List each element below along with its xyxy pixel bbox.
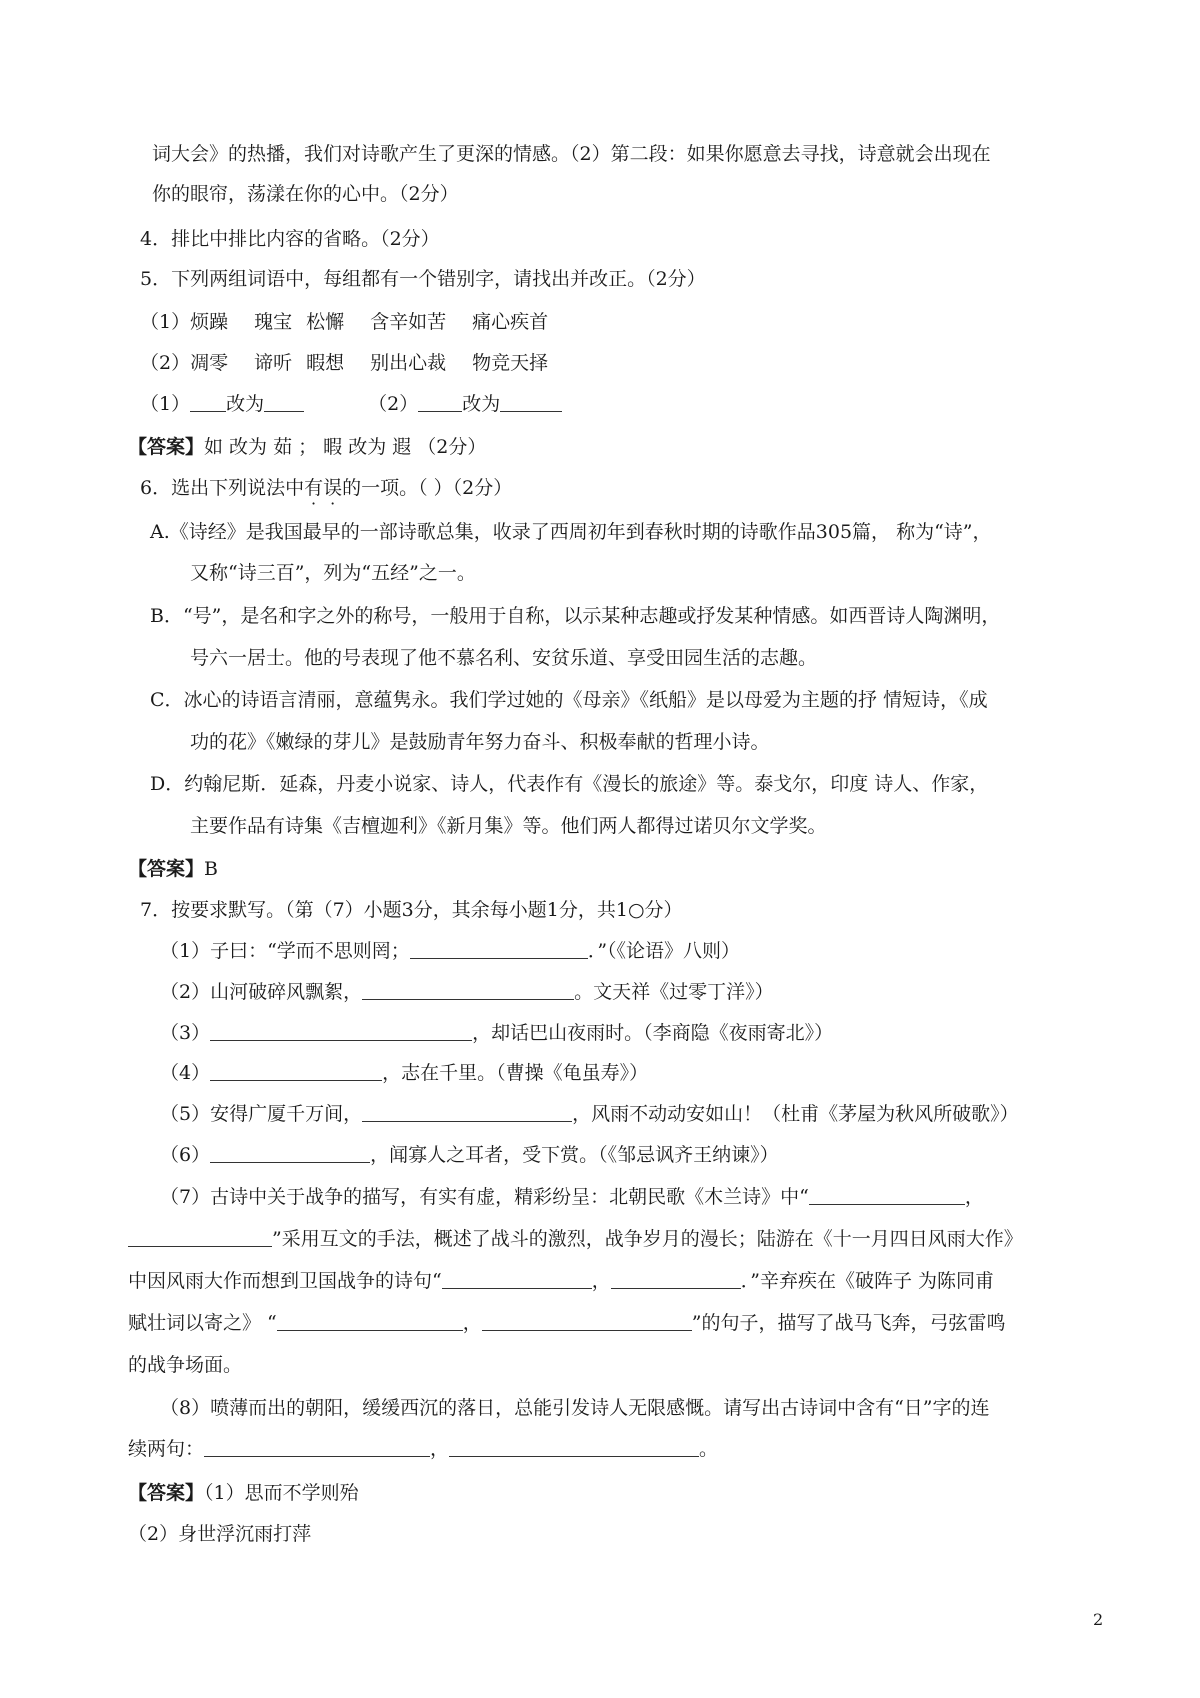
q7-i7-d: 中因风雨大作而想到卫国战争的诗句“ bbox=[128, 1270, 442, 1292]
q5-fill-line bbox=[140, 393, 562, 416]
q7-blank-6[interactable] bbox=[210, 1144, 370, 1163]
q5-fill2-change: 改为 bbox=[462, 393, 501, 415]
q5-group-1 bbox=[140, 311, 548, 334]
q7-i3-suffix: ，却话巴山夜雨时。（李商隐《夜雨寄北》） bbox=[472, 1022, 834, 1044]
q7-i7-g: 赋壮词以寄之》 “ bbox=[128, 1312, 277, 1334]
q7-answer bbox=[128, 1482, 359, 1505]
q5-blank-2a[interactable] bbox=[418, 393, 462, 412]
q7-i8-c: ， bbox=[430, 1438, 450, 1460]
q6-option-d-line-2: 主要作品有诗集《吉檀迦利》《新月集》等。他们两人都得过诺贝尔文学奖。 bbox=[190, 815, 827, 837]
q5-answer-label: 【答案】 bbox=[128, 436, 205, 458]
q7-blank-8b[interactable] bbox=[449, 1438, 699, 1457]
q5-stem: 5．下列两组词语中，每组都有一个错别字，请找出并改正。（2分） bbox=[140, 268, 706, 290]
q5-g1-word-4: 含辛如苦 bbox=[370, 311, 447, 333]
q7-i1-suffix: ．”（《论语》八则） bbox=[587, 940, 741, 962]
q6-option-a-line-2: 又称“诗三百”，列为“五经”之一。 bbox=[190, 562, 476, 584]
q5-answer bbox=[128, 436, 486, 459]
q3-continuation-line-1: 词大会》的热播，我们对诗歌产生了更深的情感。（2）第二段：如果你愿意去寻找，诗意就会出现在 bbox=[152, 143, 991, 165]
q6-answer-label: 【答案】 bbox=[128, 858, 205, 880]
q7-blank-7b[interactable] bbox=[128, 1228, 272, 1247]
q7-i7-i: ”的句子，描写了战马飞奔，弓弦雷鸣 bbox=[691, 1312, 1006, 1334]
q7-blank-7c[interactable] bbox=[442, 1270, 592, 1289]
q7-blank-7d[interactable] bbox=[611, 1270, 741, 1289]
q5-g2-word-5: 物竞天择 bbox=[472, 352, 549, 374]
q7-i7-h: ， bbox=[462, 1312, 482, 1334]
q6-answer bbox=[128, 858, 218, 881]
q7-i8-d: 。 bbox=[699, 1438, 719, 1460]
q6-option-b-line-2: 号六一居士。他的号表现了他不慕名利、安贫乐道、享受田园生活的志趣。 bbox=[190, 647, 818, 669]
q5-g1-word-1: （1）烦躁 bbox=[140, 311, 229, 333]
q7-item-2 bbox=[160, 981, 774, 1004]
q7-i7-c: ”采用互文的手法，概述了战斗的激烈，战争岁月的漫长；陆游在《十一月四日风雨大作》 bbox=[272, 1228, 1023, 1250]
q3-continuation-line-2: 你的眼帘，荡漾在你的心中。（2分） bbox=[152, 183, 459, 205]
q6-option-d-line-1: D．约翰尼斯．延森，丹麦小说家、诗人，代表作有《漫长的旅途》等。泰戈尔，印度 诗人、作家， bbox=[150, 773, 989, 795]
q7-i5-suffix: ，风雨不动动安如山！（杜甫《茅屋为秋风所破歌》） bbox=[572, 1103, 1019, 1125]
q7-blank-8a[interactable] bbox=[204, 1438, 430, 1457]
q7-i7-b: ， bbox=[964, 1186, 984, 1208]
q7-answer-1: （1）思而不学则殆 bbox=[204, 1482, 359, 1504]
q6-option-a-line-1: A.《诗经》是我国最早的一部诗歌总集，收录了西周初年到春秋时期的诗歌作品305篇， 称为“诗”， bbox=[150, 521, 992, 543]
q7-i2-suffix: 。文天祥《过零丁洋》） bbox=[574, 981, 774, 1003]
q7-i7-a: （7）古诗中关于战争的描写，有实有虚，精彩纷呈：北朝民歌《木兰诗》中“ bbox=[160, 1186, 809, 1208]
q7-blank-5[interactable] bbox=[362, 1103, 572, 1122]
q7-blank-1[interactable] bbox=[410, 940, 588, 959]
q6-option-c-line-1: C．冰心的诗语言清丽，意蕴隽永。我们学过她的《母亲》《纸船》是以母爱为主题的抒 情短诗，《成 bbox=[150, 689, 988, 711]
q7-i7-f: ．”辛弃疾在《破阵子 为陈同甫 bbox=[740, 1270, 994, 1292]
q7-answer-label: 【答案】 bbox=[128, 1482, 205, 1504]
q7-i4-suffix: ，志在千里。（曹操《龟虽寿》） bbox=[382, 1062, 649, 1084]
q7-item-7-line-2 bbox=[128, 1228, 1023, 1251]
q5-g1-word-2: 瑰宝 bbox=[254, 311, 293, 333]
q6-stem-a: 6．选出下列说法中 bbox=[140, 477, 305, 499]
q7-item-4 bbox=[160, 1062, 648, 1085]
q5-fill1-change: 改为 bbox=[226, 393, 265, 415]
q7-item-1 bbox=[160, 940, 740, 963]
q5-blank-2b[interactable] bbox=[500, 393, 562, 412]
q7-item-8-line-1: （8）喷薄而出的朝阳，缓缓西沉的落日，总能引发诗人无限感慨。请写出古诗词中含有“日”字的连 bbox=[160, 1397, 990, 1419]
q7-item-6 bbox=[160, 1144, 779, 1167]
q7-item-7-line-3 bbox=[128, 1270, 994, 1293]
q7-stem: 7．按要求默写。（第（7）小题3分，其余每小题1分，共1○分） bbox=[140, 899, 683, 921]
q5-blank-1a[interactable] bbox=[190, 393, 226, 412]
q5-fill2-label: （2） bbox=[368, 393, 419, 415]
q7-i5-prefix: （5）安得广厦千万间， bbox=[160, 1103, 363, 1125]
q7-blank-7f[interactable] bbox=[482, 1312, 692, 1331]
q5-g2-word-1: （2）凋零 bbox=[140, 352, 229, 374]
q7-i4-prefix: （4） bbox=[160, 1062, 211, 1084]
q7-blank-7a[interactable] bbox=[809, 1186, 965, 1205]
q6-option-c-line-2: 功的花》《嫩绿的芽儿》是鼓励青年努力奋斗、积极奉献的哲理小诗。 bbox=[190, 731, 770, 753]
q6-stem-dot-2: 误 bbox=[323, 477, 343, 499]
q5-g2-word-3: 暇想 bbox=[306, 352, 345, 374]
q7-blank-7e[interactable] bbox=[277, 1312, 463, 1331]
q7-item-7-line-1 bbox=[160, 1186, 984, 1209]
q7-blank-4[interactable] bbox=[210, 1062, 382, 1081]
q7-i8-b: 续两句： bbox=[128, 1438, 205, 1460]
q7-blank-2[interactable] bbox=[362, 981, 574, 1000]
q7-i3-prefix: （3） bbox=[160, 1022, 211, 1044]
q6-stem-b: 的一项。（ ）（2分） bbox=[342, 477, 513, 499]
q5-fill1-label: （1） bbox=[140, 393, 191, 415]
page-number: 2 bbox=[1093, 1610, 1104, 1629]
q7-blank-3[interactable] bbox=[210, 1022, 472, 1041]
q5-g2-word-4: 别出心裁 bbox=[370, 352, 447, 374]
q7-i7-e: ， bbox=[591, 1270, 611, 1292]
q6-answer-text: B bbox=[204, 858, 218, 880]
q7-i6-suffix: ，闻寡人之耳者，受下赏。（《邹忌讽齐王纳谏》） bbox=[370, 1144, 779, 1166]
q5-answer-text: 如 改为 茹 ； 暇 改为 遐 （2分） bbox=[204, 436, 487, 458]
q7-item-8-line-2 bbox=[128, 1438, 718, 1461]
q7-i6-prefix: （6） bbox=[160, 1144, 211, 1166]
q5-group-2 bbox=[140, 352, 548, 375]
q6-stem-dot-1: 有 bbox=[304, 477, 324, 499]
q4-text: 4．排比中排比内容的省略。（2分） bbox=[140, 228, 440, 250]
q7-i2-prefix: （2）山河破碎风飘絮， bbox=[160, 981, 363, 1003]
q6-option-b-line-1: B．“号”，是名和字之外的称号，一般用于自称，以示某种志趣或抒发某种情感。如西晋诗人陶渊明， bbox=[150, 605, 1001, 627]
q7-item-7-line-4 bbox=[128, 1312, 1006, 1335]
q5-g1-word-5: 痛心疾首 bbox=[472, 311, 549, 333]
q5-blank-1b[interactable] bbox=[264, 393, 304, 412]
q7-answer-2: （2）身世浮沉雨打萍 bbox=[128, 1523, 312, 1545]
q5-g1-word-3: 松懈 bbox=[306, 311, 345, 333]
q7-item-7-line-5: 的战争场面。 bbox=[128, 1354, 243, 1376]
q7-i1-prefix: （1）子曰：“学而不思则罔； bbox=[160, 940, 410, 962]
q7-item-3 bbox=[160, 1022, 833, 1045]
q7-item-5 bbox=[160, 1103, 1019, 1126]
q6-stem bbox=[140, 477, 512, 500]
q5-g2-word-2: 谛听 bbox=[254, 352, 293, 374]
